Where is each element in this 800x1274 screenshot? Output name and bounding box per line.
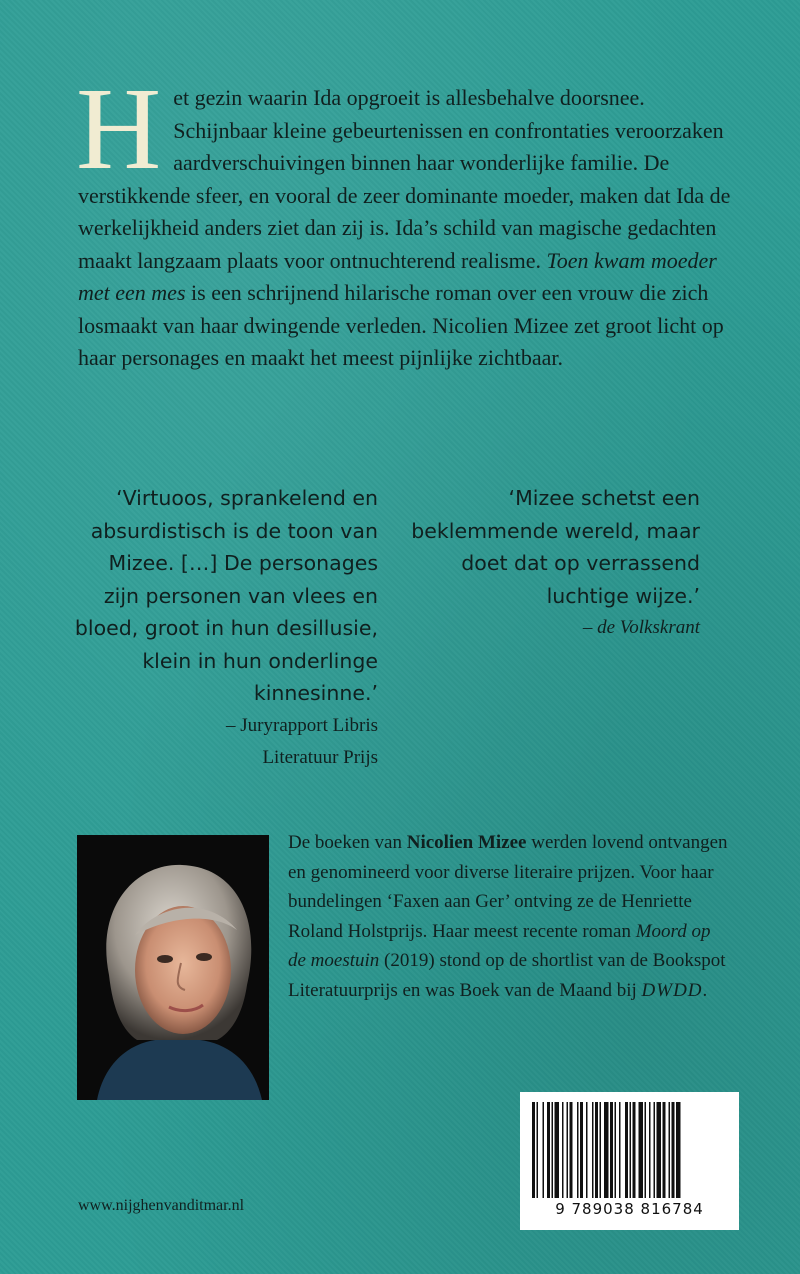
author-name: Nicolien Mizee — [406, 832, 527, 853]
barcode-bar — [645, 1102, 647, 1198]
barcode-bar — [630, 1102, 632, 1198]
bio-part1: werden lovend ontvangen en genomineerd voor diverse literaire prijzen. Voor haar bundelingen ‘Faxen aan Ger’ ontving ze de Henriette Roland Holstprijs. Haar meest recente roman — [288, 832, 728, 942]
barcode-bar — [663, 1102, 666, 1198]
barcode-bar — [657, 1102, 662, 1198]
publisher-website[interactable]: www.nijghenvanditmar.nl — [78, 1197, 245, 1214]
show-name: DWDD — [641, 979, 703, 1001]
isbn-digits: 9 789038 816784 — [555, 1200, 704, 1218]
barcode-bar — [577, 1102, 579, 1198]
barcode-bar — [615, 1102, 617, 1198]
barcode-bar — [567, 1102, 569, 1198]
blurb-text — [76, 63, 738, 375]
blurb-part1: et gezin waarin Ida opgroeit is allesbehalve doorsnee. Schijnbaar kleine gebeurtenissen en confrontaties veroorzaken aardverschuivingen binnen haar wonderlijke familie. De verstikkende sfeer, en vooral de zeer dominante moeder, maken dat Ida de werkelijkheid anders ziet dan zij is. Ida’s schild van magische gedachten maakt langzaam plaats voor ontnuchterend realisme. — [78, 85, 731, 273]
bio-part2: (2019) stond op de shortlist van de Bookspot Literatuurprijs en was Boek van de Maand bij — [288, 950, 726, 1001]
barcode-bar — [547, 1102, 550, 1198]
blurb-part2: is een schrijnend hilarische roman over een vrouw die zich losmaakt van haar dwingende verleden. Nicolien Mizee zet groot licht op haar personages en maakt het meest pijnlijke zichtbaar. — [78, 280, 724, 370]
barcode-bar — [595, 1102, 598, 1198]
barcode-bar — [672, 1102, 675, 1198]
barcode-bar — [654, 1102, 656, 1198]
barcode-bar — [600, 1102, 602, 1198]
quote-text: ‘Virtuoos, sprankelend en absurdistisch is de toon van Mizee. […] De personages zijn personen van vlees en bloed, groot in hun desillusie, klein in hun onderlinge kinnesinne.’ — [74, 486, 378, 705]
drop-cap: H — [76, 63, 162, 194]
review-quote-jury — [70, 482, 378, 775]
barcode-bar — [604, 1102, 609, 1198]
quote-source: – Juryrapport Libris — [226, 714, 378, 736]
barcode-bars — [528, 1102, 731, 1198]
bio-intro: De boeken van — [288, 832, 407, 853]
quote-text: ‘Mizee schetst een beklemmende wereld, maar doet dat op verrassend luchtige wijze.’ — [411, 486, 700, 608]
barcode-bar — [649, 1102, 651, 1198]
barcode-bar — [543, 1102, 545, 1198]
quote-source-cont: Literatuur Prijs — [262, 747, 378, 768]
quote-source: – de Volkskrant — [582, 617, 700, 638]
barcode-bar — [586, 1102, 588, 1198]
barcode-bar — [570, 1102, 573, 1198]
author-photo — [77, 835, 269, 1100]
barcode-bar — [639, 1102, 644, 1198]
barcode-bar — [633, 1102, 636, 1198]
novel-title: Moord op de moestuin — [288, 920, 711, 972]
bio-end: . — [702, 979, 708, 1001]
barcode-bar — [625, 1102, 628, 1198]
barcode-bar — [562, 1102, 564, 1198]
book-title: Toen kwam moeder met een mes — [78, 247, 717, 305]
barcode-bar — [676, 1102, 681, 1198]
author-portrait-image — [77, 835, 269, 1100]
barcode-bar — [580, 1102, 583, 1198]
barcode-bar — [592, 1102, 594, 1198]
isbn-barcode — [520, 1092, 739, 1230]
barcode-bar — [669, 1102, 671, 1198]
barcode-bar — [552, 1102, 554, 1198]
barcode-bar — [537, 1102, 539, 1198]
review-quote-volkskrant — [410, 482, 700, 645]
barcode-bar — [619, 1102, 621, 1198]
author-bio — [288, 828, 728, 1006]
barcode-bar — [532, 1102, 535, 1198]
barcode-bar — [610, 1102, 613, 1198]
barcode-bar — [555, 1102, 560, 1198]
